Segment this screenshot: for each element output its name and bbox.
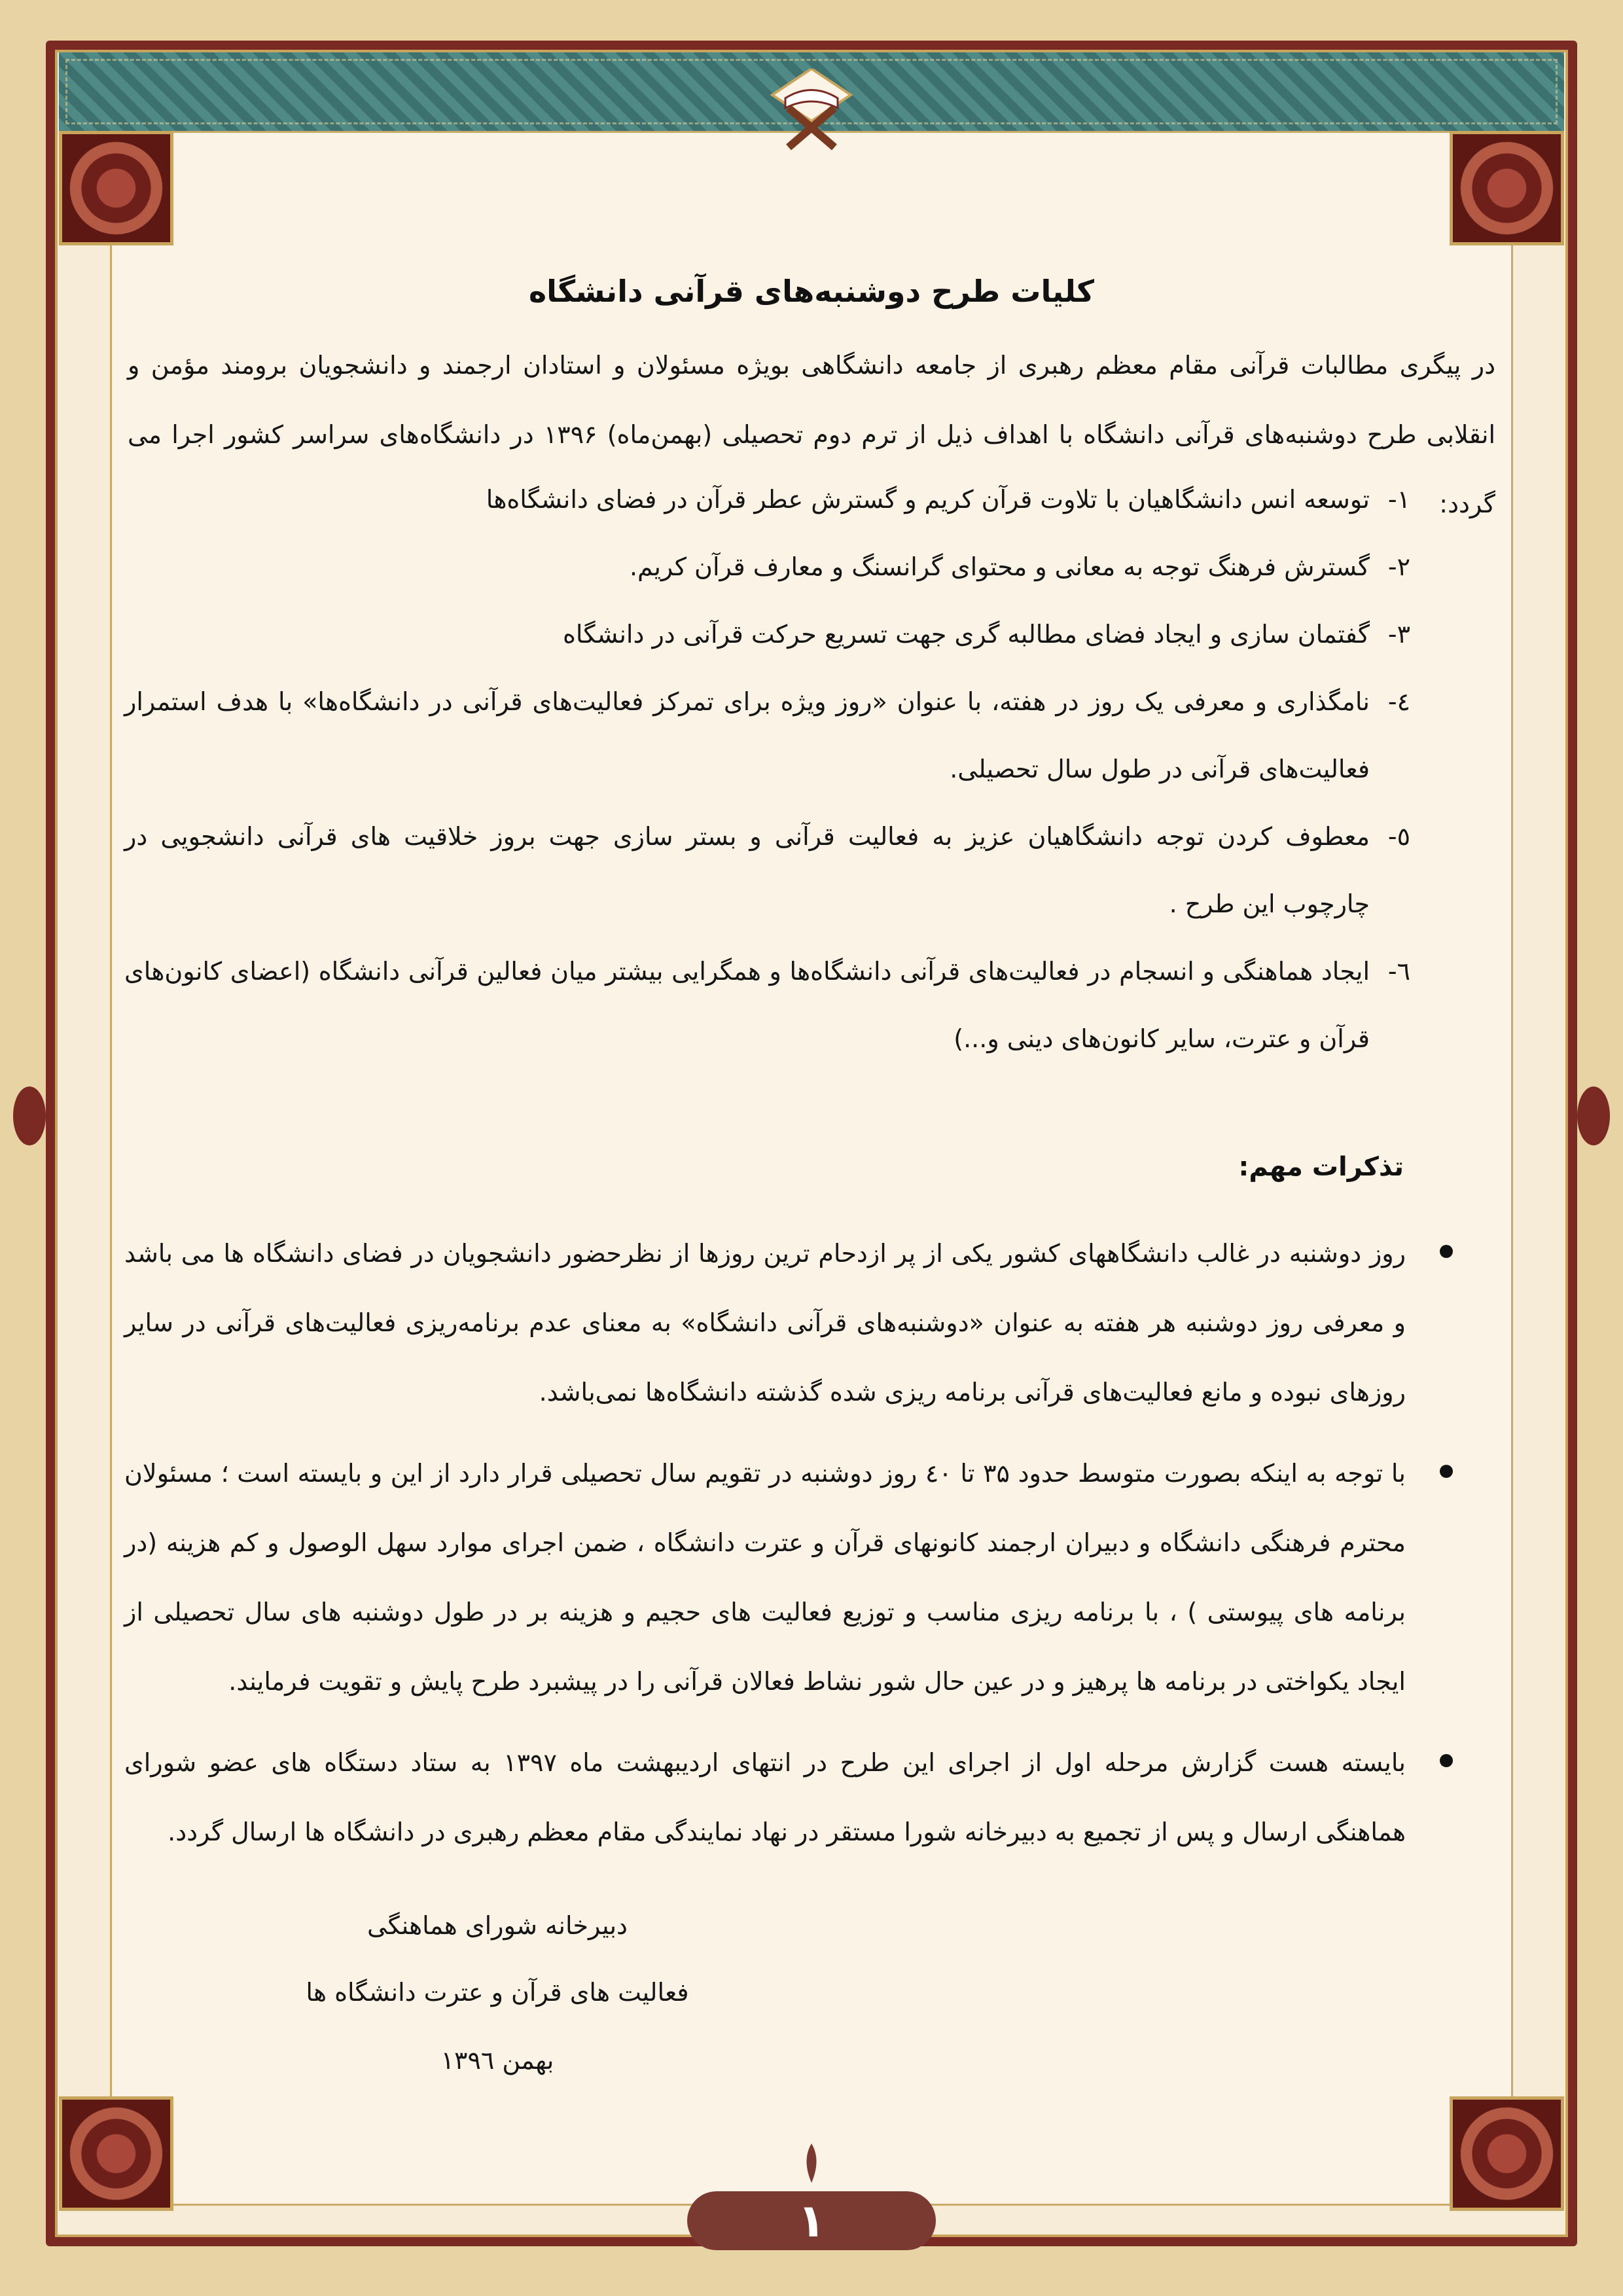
list-item [124, 1219, 1453, 1427]
item-number: ۱- [1387, 485, 1410, 514]
item-number: ۲- [1387, 552, 1410, 581]
bullet-icon [1440, 1465, 1453, 1478]
item-text: نامگذاری و معرفی یک روز در هفته، با عنوان «روز ویژه برای تمرکز فعالیت‌های قرآنی در دانشگاه‌ها» با هدف استمرار فعالیت‌های قرآنی در طول سال تحصیلی. [124, 687, 1370, 783]
item-text: گسترش فرهنگ توجه به معانی و محتوای گرانسنگ و معارف قرآن کریم. [629, 552, 1370, 581]
document-title: کلیات طرح دوشنبه‌های قرآنی دانشگاه [528, 274, 1095, 309]
signature-line: فعالیت های قرآن و عترت دانشگاه ها [306, 1978, 689, 2007]
bullet-icon [1440, 1754, 1453, 1767]
item-text: معطوف کردن توجه دانشگاهیان عزیز به فعالیت قرآنی و بستر سازی جهت بروز خلاقیت های قرآنی دانشجویی در چارچوب این طرح . [124, 822, 1370, 918]
notes-list [124, 1219, 1453, 1878]
page-number: ۱ [687, 2191, 936, 2250]
flourish-icon [792, 2140, 831, 2186]
note-text: با توجه به اینکه بصورت متوسط حدود ۳۵ تا ٤٠ روز دوشنبه در تقویم سال تحصیلی قرار دارد از این و بایسته است ؛ مسئولان محترم فرهنگی دانشگاه و دبیران ارجمند کانونهای قرآن و عترت دانشگاه ، ضمن اجرای موارد سهل الوصول و کم هزینه (در برنامه های پیوستی ) ، با برنامه ریزی مناسب و توزیع فعالیت های حجیم و هزینه بر در طول دوشنبه های سال تحصیلی از ایجاد یکواختی در برنامه ها پرهیز و در عین حال شور نشاط فعالان قرآنی را در پیشبرد طرح پایش و تقویت فرمایند. [124, 1459, 1406, 1696]
note-text: بایسته هست گزارش مرحله اول از اجرای این طرح در انتهای اردیبهشت ماه ۱۳۹۷ به ستاد دستگاه های عضو شورای هماهنگی ارسال و پس از تجمیع به دبیرخانه شورا مستقر در نهاد نمایندگی مقام معظم رهبری در دانشگاه ها ارسال گردد. [124, 1748, 1406, 1846]
list-item [124, 1728, 1453, 1867]
list-item [124, 1439, 1453, 1716]
item-text: ایجاد هماهنگی و انسجام در فعالیت‌های قرآنی دانشگاه‌ها و همگرایی بیشتر میان فعالین قرآنی دانشگاه (اعضای کانون‌های قرآن و عترت، سایر کانون‌های دینی و...) [124, 957, 1370, 1053]
notes-heading: تذکرات مهم: [1238, 1152, 1404, 1182]
list-item [124, 466, 1410, 533]
signature-line: دبیرخانه شورای هماهنگی [367, 1911, 628, 1940]
side-ornament [13, 1086, 46, 1145]
item-number: ٤- [1387, 687, 1410, 716]
corner-ornament [59, 131, 173, 245]
list-item [124, 601, 1410, 668]
intro-paragraph: در پیگری مطالبات قرآنی مقام معظم رهبری از جامعه دانشگاهی بویژه مسئولان و استادان ارجمند و دانشجویان برومند مؤمن و انقلابی طرح دوشنبه‌های قرآنی دانشگاه با اهداف ذیل از ترم دوم تحصیلی (بهمن‌ماه) ۱۳۹۶ در دانشگاه‌های سراسر کشور اجرا می گردد: [128, 351, 1495, 518]
corner-ornament [1450, 2096, 1564, 2211]
item-number: ٦- [1387, 957, 1410, 986]
item-number: ٥- [1387, 822, 1410, 851]
list-item [124, 938, 1410, 1073]
goals-list [124, 466, 1410, 1073]
list-item [124, 803, 1410, 938]
item-text: توسعه انس دانشگاهیان با تلاوت قرآن کریم و گسترش عطر قرآن در فضای دانشگاه‌ها [486, 485, 1370, 514]
item-text: گفتمان سازی و ایجاد فضای مطالبه گری جهت تسریع حرکت قرآنی در دانشگاه [562, 620, 1370, 649]
signature-date: بهمن ۱۳۹٦ [440, 2046, 554, 2075]
corner-ornament [59, 2096, 173, 2211]
list-item [124, 533, 1410, 601]
side-ornament [1577, 1086, 1610, 1145]
bullet-icon [1440, 1245, 1453, 1258]
corner-ornament [1450, 131, 1564, 245]
list-item [124, 668, 1410, 803]
note-text: روز دوشنبه در غالب دانشگاههای کشور یکی از پر ازدحام ترین روزها از نظرحضور دانشجویان در فضای دانشگاه ها می باشد و معرفی روز دوشنبه هر هفته به عنوان «دوشنبه‌های قرآنی دانشگاه» به معنای عدم برنامه‌ریزی فعالیت‌های قرآنی در سایر روزهای نبوده و مانع فعالیت‌های قرآنی برنامه ریزی شده گذشته دانشگاه‌ها نمی‌باشد. [124, 1239, 1406, 1407]
item-number: ۳- [1387, 620, 1410, 649]
quran-on-stand-icon [766, 69, 857, 154]
